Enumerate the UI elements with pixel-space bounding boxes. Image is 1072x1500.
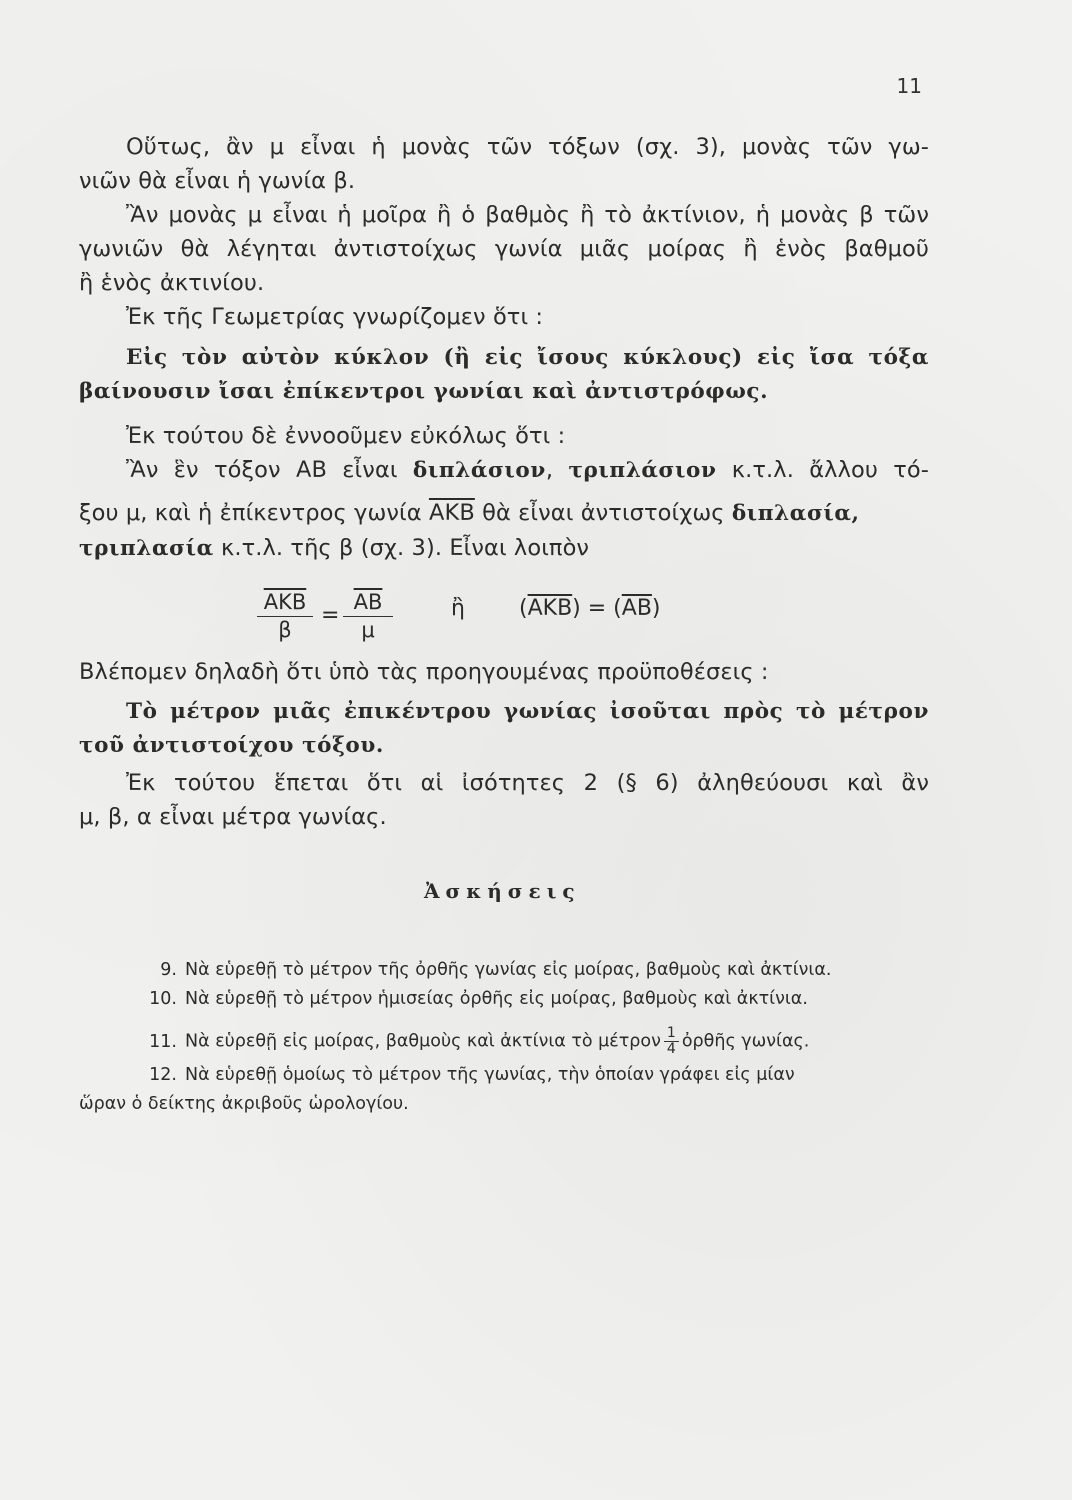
- paragraph-7: [79, 655, 929, 689]
- paragraph-6: [79, 453, 929, 566]
- bold-term: διπλάσιον: [412, 458, 546, 483]
- theorem-line: Τὸ μέτρον μιᾶς ἐπικέντρου γωνίας ἰσοῦται πρὸς τὸ μέτρον: [126, 699, 929, 724]
- text-run: κ.τ.λ. ἄλλου τό-: [716, 457, 929, 483]
- exercise-continuation: ὥραν ὁ δείκτης ἀκριβοῦς ὡρολογίου.: [79, 1094, 409, 1114]
- page-number: 11: [896, 74, 922, 98]
- theorem-line: βαίνουσιν ἴσαι ἐπίκεντροι γωνίαι καὶ ἀντιστρόφως.: [79, 379, 769, 404]
- exercise-number: 9.: [160, 960, 177, 980]
- bold-term: διπλασία,: [731, 501, 860, 526]
- formula: [79, 590, 929, 648]
- exercise-number: 12.: [149, 1065, 177, 1085]
- equals-sign: =: [321, 603, 340, 628]
- exercise-text: Νὰ εὑρεθῇ ὁμοίως τὸ μέτρον τῆς γωνίας, τὴν ὁποίαν γράφει εἰς μίαν: [185, 1065, 795, 1085]
- paragraph-line: Βλέπομεν δηλαδὴ ὅτι ὑπὸ τὰς προηγουμένας προϋποθέσεις :: [79, 659, 769, 685]
- paragraph-line: Ἐκ τούτου δὲ ἐννοοῦμεν εὐκόλως ὅτι :: [126, 423, 566, 449]
- paragraph-line: ἢ ἑνὸς ἀκτινίου.: [79, 270, 265, 296]
- paragraph-2: [79, 198, 929, 300]
- measure-equality: [519, 596, 661, 621]
- paragraph-line: Ἂν μονὰς μ εἶναι ἡ μοῖρα ἢ ὁ βαθμὸς ἢ τὸ ἀκτίνιον, ἡ μονὰς β τῶν: [126, 202, 929, 228]
- theorem-line: Εἰς τὸν αὐτὸν κύκλον (ἢ εἰς ἴσους κύκλους) εἰς ἴσα τόξα: [126, 345, 929, 370]
- theorem-statement: [79, 341, 929, 409]
- fraction-akb-over-b: [257, 590, 313, 641]
- exercise-item: [79, 956, 929, 985]
- exercise-number: 10.: [149, 989, 177, 1009]
- text-run: κ.τ.λ. τῆς β (σχ. 3). Εἶναι λοιπὸν: [213, 535, 590, 561]
- arc-angle-symbol: $\overline{AKB}$: [428, 500, 475, 526]
- paragraph-3: [79, 300, 929, 334]
- text-run: ξου μ, καὶ ἡ ἐπίκεντρος γωνία: [79, 500, 429, 526]
- fraction-denominator: β: [278, 618, 292, 642]
- or-word: ἢ: [451, 596, 465, 621]
- paragraph-line: Ἐκ τούτου ἕπεται ὅτι αἱ ἰσότητες 2 (§ 6) ἀληθεύουσι καὶ ἂν: [126, 770, 929, 796]
- paragraph-line: [79, 453, 929, 488]
- paragraph-line: [79, 531, 929, 566]
- exercise-item: [79, 1026, 929, 1057]
- arc-angle-symbol: $\overline{AKB}$: [527, 596, 573, 621]
- exercise-text: Νὰ εὑρεθῇ εἰς μοίρας, βαθμοὺς καὶ ἀκτίνια τὸ μέτρον: [185, 1031, 661, 1052]
- exercise-number: 11.: [149, 1031, 177, 1052]
- exercises-heading: Ἀσκήσεις: [424, 879, 581, 903]
- paren: (: [519, 596, 528, 621]
- text-run: ,: [545, 457, 569, 483]
- theorem-measure: [79, 695, 929, 763]
- paragraph-line: Οὕτως, ἂν μ εἶναι ἡ μονὰς τῶν τόξων (σχ. 3), μονὰς τῶν γω-: [126, 134, 929, 160]
- fraction-one-quarter: [664, 1026, 679, 1057]
- bold-term: τριπλάσιον: [568, 458, 717, 483]
- exercise-item: [79, 1061, 929, 1090]
- paren-equals: ) = (: [572, 596, 622, 621]
- paragraph-line: Ἐκ τῆς Γεωμετρίας γνωρίζομεν ὅτι :: [126, 304, 544, 330]
- fraction-numerator: 1: [664, 1026, 679, 1042]
- theorem-line: τοῦ ἀντιστοίχου τόξου.: [79, 733, 384, 758]
- arc-symbol: $\overline{AB}$: [621, 596, 652, 621]
- fraction-denominator: μ: [361, 618, 375, 642]
- exercise-item: [79, 985, 929, 1014]
- fraction-numerator: $\overline{AB}$: [343, 590, 393, 617]
- paragraph-line: [79, 496, 929, 531]
- paren: ): [651, 596, 661, 621]
- exercise-text: Νὰ εὑρεθῇ τὸ μέτρον ἡμισείας ὀρθῆς εἰς μοίρας, βαθμοὺς καὶ ἀκτίνια.: [185, 989, 808, 1009]
- paragraph-line: μ, β, α εἶναι μέτρα γωνίας.: [79, 804, 387, 830]
- bold-term: τριπλασία: [79, 536, 214, 561]
- fraction-numerator: $\overline{AKB}$: [257, 590, 313, 617]
- paragraph-line: γωνιῶν θὰ λέγηται ἀντιστοίχως γωνία μιᾶς μοίρας ἢ ἑνὸς βαθμοῦ: [79, 236, 929, 262]
- fraction-denominator: 4: [666, 1041, 676, 1057]
- paragraph-9: [79, 766, 929, 834]
- text-run: Ἂν ἓν τόξον ΑΒ εἶναι: [126, 457, 413, 483]
- exercise-text: Νὰ εὑρεθῇ τὸ μέτρον τῆς ὀρθῆς γωνίας εἰς μοίρας, βαθμοὺς καὶ ἀκτίνια.: [185, 960, 832, 980]
- paragraph-5: [79, 419, 929, 453]
- paragraph-1: [79, 130, 929, 198]
- text-run: θὰ εἶναι ἀντιστοίχως: [474, 500, 732, 526]
- exercises-list: [79, 956, 929, 1119]
- fraction-ab-over-m: [343, 590, 393, 641]
- exercise-text: ὀρθῆς γωνίας.: [681, 1031, 810, 1052]
- paragraph-line: νιῶν θὰ εἶναι ἡ γωνία β.: [79, 168, 356, 194]
